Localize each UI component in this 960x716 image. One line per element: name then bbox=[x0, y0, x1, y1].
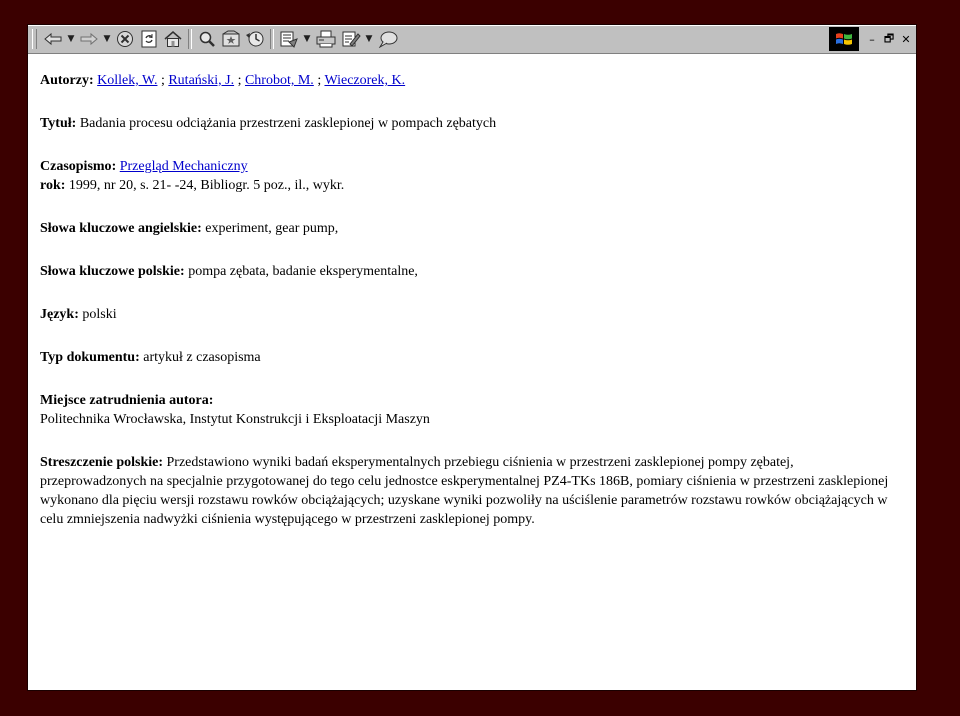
author-separator: ; bbox=[157, 73, 169, 88]
journal-link[interactable]: Przegląd Mechaniczny bbox=[119, 159, 248, 174]
keywords-pl-label: Słowa kluczowe polskie bbox=[40, 264, 181, 279]
edit-icon[interactable] bbox=[339, 28, 363, 50]
favorites-icon[interactable] bbox=[219, 28, 243, 50]
keywords-pl-value: pompa zębata, badanie eksperymentalne, bbox=[188, 264, 418, 279]
title-field: Tytuł: Badania procesu odciążania przestrzeni zasklepionej w pompach zębatych bbox=[40, 116, 497, 131]
window-controls bbox=[829, 25, 916, 53]
mail-dropdown-icon[interactable]: ▼ bbox=[303, 34, 311, 44]
refresh-icon[interactable] bbox=[137, 28, 161, 50]
toolbar-separator bbox=[188, 29, 192, 49]
authors-label: Autorzy bbox=[40, 73, 89, 88]
journal-year-field: Czasopismo: Przegląd Mechaniczny rok: 1999, nr 20, s. 21- -24, Bibliogr. 5 poz., il., wykr. bbox=[40, 159, 345, 193]
author-link[interactable]: Chrobot, M. bbox=[244, 73, 314, 88]
home-icon[interactable] bbox=[161, 28, 185, 50]
authors-field: Autorzy: Kollek, W. ; Rutański, J. ; Chrobot, M. ; Wieczorek, K. bbox=[40, 73, 406, 88]
title-value: Badania procesu odciążania przestrzeni zasklepionej w pompach zębatych bbox=[79, 116, 497, 131]
back-icon[interactable] bbox=[41, 28, 65, 50]
stop-icon[interactable] bbox=[113, 28, 137, 50]
year-label: rok bbox=[40, 178, 61, 193]
windows-logo-icon bbox=[829, 27, 859, 51]
year-value: 1999, nr 20, s. 21- -24, Bibliogr. 5 poz., il., wykr. bbox=[68, 178, 345, 193]
browser-toolbar bbox=[28, 25, 916, 54]
close-button[interactable]: ✕ bbox=[901, 32, 911, 46]
author-link[interactable]: Wieczorek, K. bbox=[324, 73, 406, 88]
forward-icon[interactable] bbox=[77, 28, 101, 50]
back-dropdown-icon[interactable]: ▼ bbox=[67, 34, 75, 44]
affiliation-value: Politechnika Wrocławska, Instytut Konstrukcji i Eksploatacji Maszyn bbox=[40, 412, 430, 427]
abstract-value: Przedstawiono wyniki badań eksperymentalnych przebiegu ciśnienia w przestrzeni zasklepionej pompy zębatej, przeprowadzonych na specjalnie przygotowanej do tego celu jednostce eskperymentalnej PZ4-TKs 186B, pomiary ciśnienia w przestrzeni zasklepionej wykonano dla pięciu wersji rozstawu rowków obciążających; uzyskane wyniki pozwoliły na uściślenie parametrów rozstawu rowków obciążających w celu zmniejszenia nadwyżki ciśnienia występującego w przestrzeni zasklepionej pompy. bbox=[40, 455, 889, 527]
search-icon[interactable] bbox=[195, 28, 219, 50]
keywords-en-value: experiment, gear pump, bbox=[205, 221, 339, 236]
toolbar-separator bbox=[270, 29, 274, 49]
keywords-pl-field: Słowa kluczowe polskie: pompa zębata, badanie eksperymentalne, bbox=[40, 264, 418, 279]
title-label: Tytuł bbox=[40, 116, 72, 131]
browser-window bbox=[28, 25, 916, 690]
language-field: Język: polski bbox=[40, 307, 117, 322]
author-separator: ; bbox=[234, 73, 245, 88]
doc-type-field: Typ dokumentu: artykuł z czasopisma bbox=[40, 350, 261, 365]
language-label: Język bbox=[40, 307, 75, 322]
mail-icon[interactable] bbox=[277, 28, 301, 50]
forward-dropdown-icon[interactable]: ▼ bbox=[103, 34, 111, 44]
doc-type-value: artykuł z czasopisma bbox=[143, 350, 261, 365]
record-content bbox=[40, 71, 900, 529]
minimize-button[interactable]: – bbox=[869, 32, 875, 46]
author-separator: ; bbox=[313, 73, 325, 88]
author-link[interactable]: Kollek, W. bbox=[97, 73, 158, 88]
journal-label: Czasopismo bbox=[40, 159, 112, 174]
affiliation-field: Miejsce zatrudnienia autora: Politechnika Wrocławska, Instytut Konstrukcji i Eksploatacji Maszyn bbox=[40, 393, 430, 427]
language-value: polski bbox=[82, 307, 117, 322]
discuss-icon[interactable] bbox=[375, 28, 401, 50]
affiliation-label: Miejsce zatrudnienia autora bbox=[40, 393, 209, 408]
author-link[interactable]: Rutański, J. bbox=[168, 73, 235, 88]
keywords-en-field: Słowa kluczowe angielskie: experiment, gear pump, bbox=[40, 221, 339, 236]
doc-type-label: Typ dokumentu bbox=[40, 350, 136, 365]
edit-dropdown-icon[interactable]: ▼ bbox=[365, 34, 373, 44]
abstract-field: Streszczenie polskie: Przedstawiono wyniki badań eksperymentalnych przebiegu ciśnienia w przestrzeni zasklepionej pompy zębatej, przeprowadzonych na specjalnie przygotowanej do tego celu jednostce eskperymentalnej PZ4-TKs 186B, pomiary ciśnienia w przestrzeni zasklepionej wykonano dla pięciu wersji rozstawu rowków obciążających; uzyskane wyniki pozwoliły na uściślenie parametrów rozstawu rowków obciążających w celu zmniejszenia nadwyżki ciśnienia występującego w przestrzeni zasklepionej pompy. bbox=[40, 455, 889, 527]
toolbar-grip[interactable] bbox=[32, 29, 37, 49]
print-icon[interactable] bbox=[313, 28, 339, 50]
restore-button[interactable]: 🗗 bbox=[883, 31, 895, 45]
keywords-en-label: Słowa kluczowe angielskie bbox=[40, 221, 198, 236]
abstract-label: Streszczenie polskie bbox=[40, 455, 159, 470]
history-icon[interactable] bbox=[243, 28, 267, 50]
